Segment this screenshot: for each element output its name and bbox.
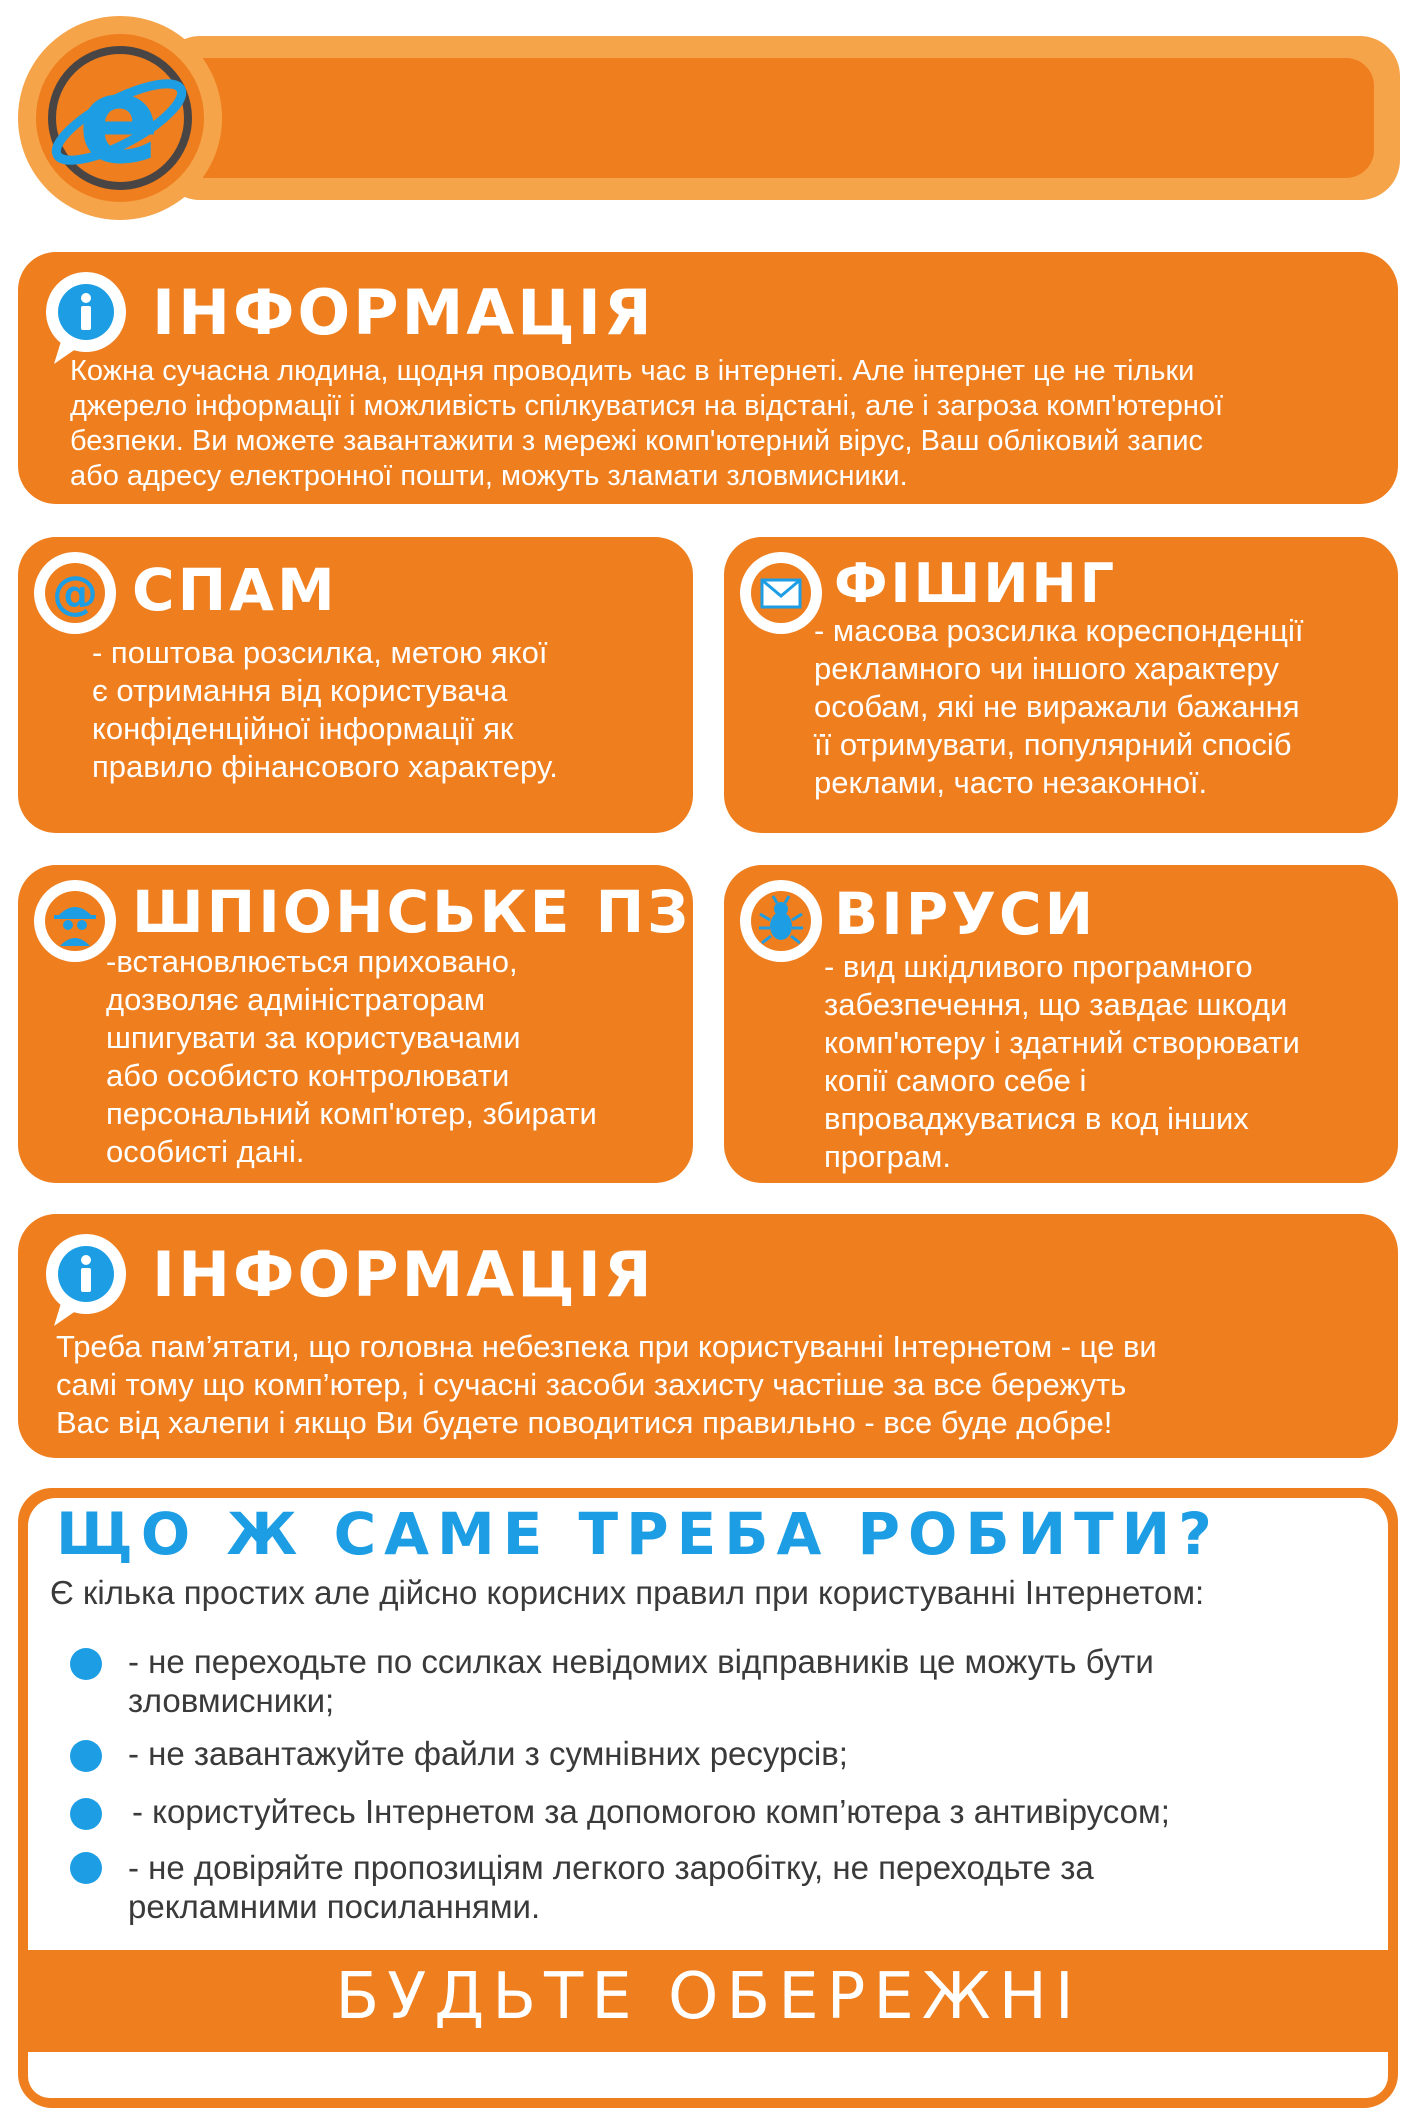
text-line: правило фінансового характеру.	[92, 749, 558, 784]
bullet-icon	[70, 1648, 102, 1680]
text-line: комп'ютеру і здатний створювати	[824, 1025, 1300, 1060]
text-line: є отримання від користувача	[92, 673, 508, 708]
info-bottom-text	[56, 1328, 1386, 1442]
text-line: особисті дані.	[106, 1134, 305, 1169]
info-bottom-title: ІНФОРМАЦІЯ	[152, 1238, 655, 1311]
envelope-icon	[740, 552, 822, 634]
svg-text:@: @	[52, 566, 98, 620]
rule-item	[128, 1642, 1368, 1720]
info-top-title: ІНФОРМАЦІЯ	[152, 276, 655, 349]
text-line: забезпечення, що завдає шкоди	[824, 987, 1288, 1022]
footer-strip	[28, 2052, 1388, 2098]
viruses-title: ВІРУСИ	[834, 880, 1097, 948]
rule-item	[132, 1792, 1372, 1831]
text-line: -встановлюється приховано,	[106, 944, 518, 979]
viruses-text	[824, 948, 1394, 1176]
text-line: або адресу електронної пошти, можуть зламати зловмисники.	[70, 460, 908, 492]
rule-line: - користуйтесь Інтернетом за допомогою комп’ютера з антивірусом;	[132, 1793, 1170, 1830]
rule-line: - не переходьте по ссилках невідомих відправників це можуть бути	[128, 1643, 1154, 1680]
text-line: - масова розсилка кореспонденції	[814, 613, 1304, 648]
phishing-title: ФІШИНГ	[834, 552, 1118, 615]
rule-line: зловмисники;	[128, 1682, 335, 1719]
internet-explorer-logo-icon	[44, 50, 194, 190]
rules-title: ЩО Ж САМЕ ТРЕБА РОБИТИ?	[56, 1500, 1220, 1568]
text-line: рекламного чи іншого характеру	[814, 651, 1279, 686]
text-line: персональний комп'ютер, збирати	[106, 1096, 597, 1131]
bullet-icon	[70, 1798, 102, 1830]
footer-warning: БУДЬТЕ ОБЕРЕЖНІ	[335, 1960, 1082, 2034]
text-line: особам, які не виражали бажання	[814, 689, 1300, 724]
rule-line: - не довіряйте пропозиціям легкого заробітку, не переходьте за	[128, 1849, 1094, 1886]
at-sign-icon	[34, 552, 116, 634]
text-line: конфіденційної інформації як	[92, 711, 514, 746]
text-line: дозволяє адміністраторам	[106, 982, 486, 1017]
text-line: шпигувати за користувачами	[106, 1020, 521, 1055]
spam-title: СПАМ	[132, 556, 338, 624]
text-line: Треба пам’ятати, що головна небезпека при користуванні Інтернетом - це ви	[56, 1329, 1157, 1364]
bullet-icon	[70, 1740, 102, 1772]
text-line: реклами, часто незаконної.	[814, 765, 1208, 800]
spam-text	[92, 634, 682, 786]
rule-item	[128, 1848, 1368, 1926]
text-line: Кожна сучасна людина, щодня проводить час в інтернеті. Але інтернет це не тільки	[70, 355, 1195, 387]
bug-virus-icon	[740, 880, 822, 962]
spyware-title: ШПІОНСЬКЕ ПЗ	[132, 878, 692, 946]
text-line: безпеки. Ви можете завантажити з мережі комп'ютерний вірус, Ваш обліковий запис	[70, 425, 1204, 457]
spy-agent-icon	[34, 880, 116, 962]
rule-item	[128, 1734, 1368, 1773]
info-speech-bubble-icon	[46, 272, 126, 352]
text-line: її отримувати, популярний спосіб	[814, 727, 1292, 762]
text-line: впроваджуватися в код інших	[824, 1101, 1249, 1136]
rule-line: - не завантажуйте файли з сумнівних ресурсів;	[128, 1735, 848, 1772]
text-line: копії самого себе і	[824, 1063, 1087, 1098]
rules-intro: Є кілька простих але дійсно корисних правил при користуванні Інтернетом:	[50, 1574, 1205, 1611]
info-speech-bubble-icon	[46, 1234, 126, 1314]
bullet-icon	[70, 1852, 102, 1884]
info-top-text	[70, 354, 1390, 494]
text-line: джерело інформації і можливість спілкуватися на відстані, але і загроза комп'ютерної	[70, 390, 1224, 422]
text-line: Вас від халепи і якщо Ви будете поводитися правильно - все буде добре!	[56, 1405, 1113, 1440]
text-line: або особисто контролювати	[106, 1058, 510, 1093]
text-line: - поштова розсилка, метою якої	[92, 635, 548, 670]
spyware-text	[106, 943, 691, 1171]
text-line: самі тому що комп’ютер, і сучасні засоби захисту частіше за все бережуть	[56, 1367, 1127, 1402]
header-bar-inner	[178, 58, 1374, 178]
rule-line: рекламними посиланнями.	[128, 1888, 541, 1925]
text-line: програм.	[824, 1139, 951, 1174]
text-line: - вид шкідливого програмного	[824, 949, 1253, 984]
svg-text:e: e	[78, 52, 160, 190]
phishing-text	[814, 612, 1394, 802]
